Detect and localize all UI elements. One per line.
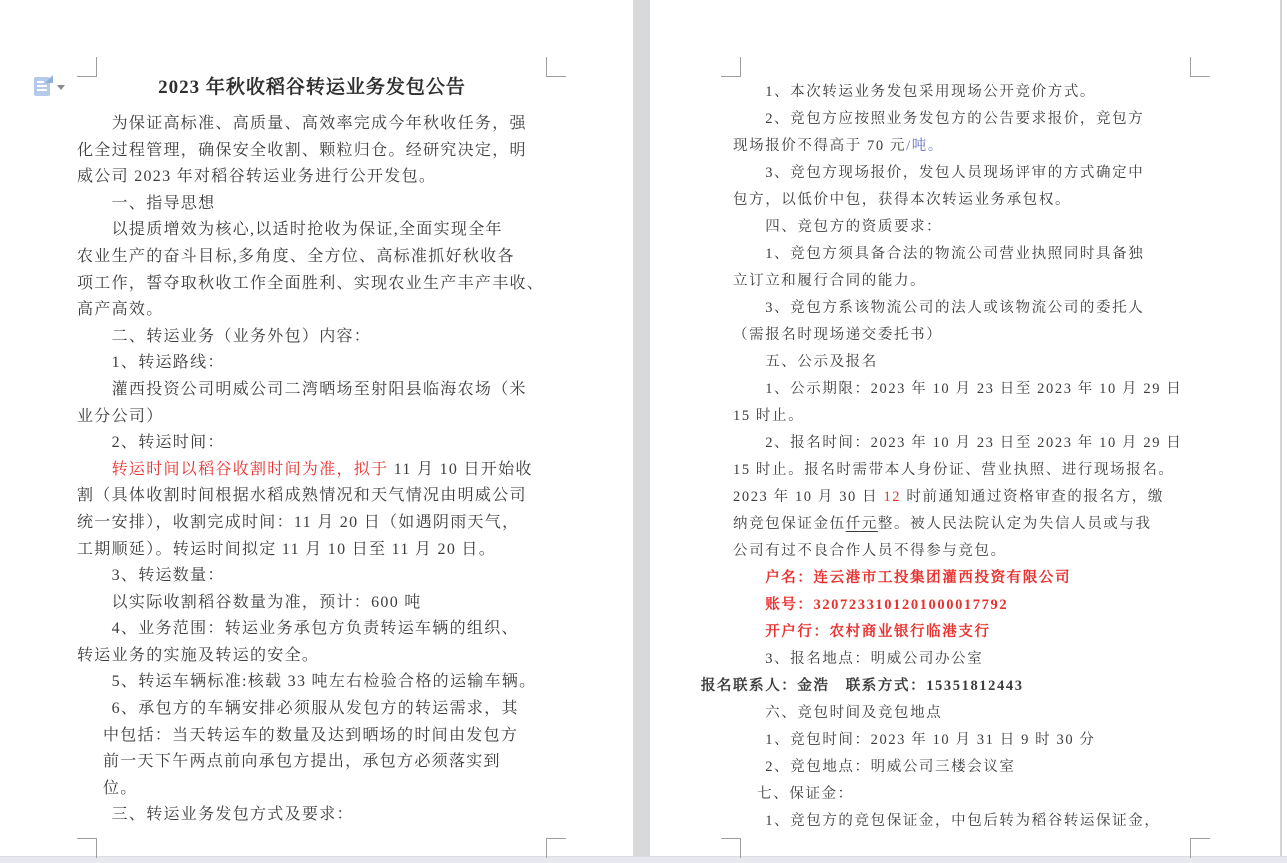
text-line bbox=[112, 590, 563, 617]
text-line bbox=[765, 565, 1183, 592]
text-segment: 项工作，誓夺取秋收工作全面胜利、实现农业生产丰产丰收、 bbox=[77, 274, 545, 292]
text-segment: 2、竞包地点：明威公司三楼会议室 bbox=[765, 759, 1016, 775]
text-segment: 11 月 10 日开始收 bbox=[388, 460, 533, 478]
text-line bbox=[765, 430, 1183, 457]
text-line bbox=[112, 563, 563, 590]
text-line bbox=[112, 457, 563, 484]
text-segment: /吨。 bbox=[906, 138, 944, 154]
text-line bbox=[733, 268, 1183, 295]
right-edge-line[interactable] bbox=[1280, 0, 1282, 856]
text-line bbox=[77, 297, 563, 324]
text-line bbox=[733, 511, 1183, 538]
text-segment: 整。被人民法院认定为失信人员或与我 bbox=[877, 516, 1152, 532]
page1-body-text bbox=[77, 111, 563, 829]
text-segment: 1、竞包方须具备合法的物流公司营业执照同时具备独 bbox=[765, 246, 1145, 262]
text-segment: 业分公司） bbox=[77, 407, 164, 425]
text-line bbox=[765, 808, 1183, 835]
text-segment: 威公司 2023 年对稻谷转运业务进行公开发包。 bbox=[77, 168, 437, 186]
text-segment: 化全过程管理，确保安全收割、颗粒归仓。经研究决定，明 bbox=[77, 141, 527, 159]
chevron-down-icon bbox=[57, 85, 65, 90]
text-segment: 仟元 bbox=[845, 516, 878, 532]
text-segment: 1、竞包方的竞包保证金，中包后转为稻谷转运保证金， bbox=[765, 813, 1161, 829]
text-segment: 4、业务范围：转运业务承包方负责转运车辆的组织、 bbox=[111, 620, 519, 638]
text-line bbox=[733, 322, 1183, 349]
text-line bbox=[112, 191, 563, 218]
text-segment: 四、竞包方的资质要求： bbox=[765, 219, 943, 235]
text-line bbox=[112, 669, 563, 696]
text-segment: 为保证高标准、高质量、高效率完成今年秋收任务，强 bbox=[111, 115, 527, 132]
text-line bbox=[765, 646, 1183, 673]
text-line bbox=[112, 324, 563, 351]
text-line bbox=[77, 271, 563, 298]
text-line bbox=[765, 79, 1183, 106]
text-segment: 一、指导思想 bbox=[111, 194, 216, 212]
crop-mark-top-right-page2 bbox=[1190, 57, 1210, 77]
text-segment: 户名：连云港市工投集团灌西投资有限公司 bbox=[765, 570, 1072, 586]
text-line bbox=[112, 111, 563, 138]
text-line bbox=[77, 244, 563, 271]
text-segment: 1、公示期限：2023 年 10 月 23 日至 2023 年 10 月 29 日 bbox=[765, 381, 1183, 397]
text-segment: 3、竞包方现场报价，发包人员现场评审的方式确定中 bbox=[765, 165, 1145, 181]
text-line bbox=[765, 619, 1183, 646]
text-line bbox=[77, 164, 563, 191]
text-line bbox=[112, 217, 563, 244]
text-line bbox=[733, 484, 1183, 511]
page-gap-divider bbox=[633, 0, 650, 856]
text-segment: 3、转运数量： bbox=[111, 567, 225, 585]
text-line bbox=[765, 160, 1183, 187]
text-line bbox=[765, 295, 1183, 322]
text-line bbox=[765, 241, 1183, 268]
text-line bbox=[103, 723, 563, 750]
text-line bbox=[765, 349, 1183, 376]
text-line bbox=[77, 404, 563, 431]
text-segment: 农业生产的奋斗目标,多角度、全方位、高标准抓好秋收各 bbox=[77, 247, 515, 265]
text-segment: 时前通知通过资格审查的报名方，缴 bbox=[901, 489, 1164, 505]
text-segment: 15 时止。 bbox=[733, 408, 805, 424]
text-segment: 2、转运时间： bbox=[111, 434, 225, 452]
page2-body-text bbox=[700, 79, 1183, 835]
text-segment: 统一安排），收割完成时间：11 月 20 日（如遇阴雨天气， bbox=[77, 513, 520, 531]
text-line bbox=[765, 592, 1183, 619]
text-line bbox=[112, 350, 563, 377]
text-segment: 以提质增效为核心,以适时抢收为保证,全面实现全年 bbox=[111, 221, 503, 239]
text-segment: 纳竞包保证金伍 bbox=[733, 516, 846, 532]
text-line bbox=[733, 187, 1183, 214]
text-line bbox=[103, 749, 563, 776]
text-segment: 六、竞包时间及竞包地点 bbox=[765, 705, 943, 721]
text-segment: 五、公示及报名 bbox=[765, 354, 878, 370]
text-segment: 2、竞包方应按照业务发包方的公告要求报价，竞包方 bbox=[765, 111, 1145, 127]
text-segment: 工期顺延）。转运时间拟定 11 月 10 日至 11 月 20 日。 bbox=[77, 540, 497, 558]
text-segment: 转运业务的实施及转运的安全。 bbox=[77, 646, 320, 664]
text-line bbox=[103, 776, 563, 803]
text-segment: 3、报名地点：明威公司办公室 bbox=[765, 651, 984, 667]
text-segment: 七、保证金： bbox=[757, 786, 854, 802]
bottom-edge-strip bbox=[0, 856, 1287, 863]
text-line bbox=[765, 376, 1183, 403]
text-line bbox=[112, 802, 563, 829]
text-segment: 转运时间以稻谷收割时间为准，拟于 bbox=[111, 460, 389, 478]
text-segment: 开户行：农村商业银行临港支行 bbox=[765, 624, 991, 640]
text-line bbox=[77, 138, 563, 165]
text-line bbox=[733, 403, 1183, 430]
text-line bbox=[112, 430, 563, 457]
text-segment: 二、转运业务（业务外包）内容： bbox=[111, 327, 372, 345]
crop-mark-top-left-page2 bbox=[721, 57, 741, 77]
text-segment: （需报名时现场递交委托书） bbox=[733, 327, 943, 343]
text-segment: 灌西投资公司明威公司二湾晒场至射阳县临海农场（米 bbox=[111, 380, 527, 398]
text-segment: 12 bbox=[883, 489, 902, 505]
text-line bbox=[733, 538, 1183, 565]
text-segment: 割（具体收割时间根据水稻成熟情况和天气情况由明威公司 bbox=[77, 487, 527, 505]
text-line bbox=[765, 727, 1183, 754]
text-segment: 1、竞包时间：2023 年 10 月 31 日 9 时 30 分 bbox=[765, 732, 1096, 748]
crop-mark-top-right-page1 bbox=[546, 57, 566, 77]
text-line bbox=[757, 781, 1183, 808]
text-segment: 2023 年 10 月 30 日 bbox=[733, 489, 884, 505]
text-segment: 位。 bbox=[102, 779, 138, 797]
text-segment: 现场报价不得高于 70 元 bbox=[733, 138, 907, 154]
text-line bbox=[77, 537, 563, 564]
crop-mark-bottom-right-page1 bbox=[546, 838, 566, 858]
text-line bbox=[112, 377, 563, 404]
text-line bbox=[733, 133, 1183, 160]
paste-options-icon bbox=[34, 77, 50, 96]
text-segment: 包方，以低价中包，获得本次转运业务承包权。 bbox=[733, 192, 1072, 208]
crop-mark-bottom-left-page2 bbox=[721, 838, 741, 858]
text-line bbox=[765, 106, 1183, 133]
text-segment: 账号：3207233101201000017792 bbox=[765, 597, 1009, 613]
text-segment: 2、报名时间：2023 年 10 月 23 日至 2023 年 10 月 29 日 bbox=[765, 435, 1183, 451]
text-line bbox=[112, 696, 563, 723]
crop-mark-bottom-right-page2 bbox=[1190, 838, 1210, 858]
text-segment: 3、竞包方系该物流公司的法人或该物流公司的委托人 bbox=[765, 300, 1145, 316]
text-segment: 1、转运路线： bbox=[111, 354, 225, 372]
text-line bbox=[112, 616, 563, 643]
text-line bbox=[77, 510, 563, 537]
text-segment: 1、本次转运业务发包采用现场公开竞价方式。 bbox=[765, 84, 1097, 100]
text-line bbox=[765, 754, 1183, 781]
document-title: 2023 年秋收稻谷转运业务发包公告 bbox=[158, 77, 466, 98]
text-segment: 6、承包方的车辆安排必须服从发包方的转运需求，其 bbox=[111, 700, 519, 718]
text-line bbox=[765, 700, 1183, 727]
text-segment: 立订立和履行合同的能力。 bbox=[733, 273, 927, 289]
crop-mark-bottom-left-page1 bbox=[77, 838, 97, 858]
text-line bbox=[77, 643, 563, 670]
text-segment: 中包括：当天转运车的数量及达到晒场的时间由发包方 bbox=[102, 726, 519, 744]
text-line bbox=[733, 457, 1183, 484]
text-segment: 以实际收割稻谷数量为准，预计：600 吨 bbox=[111, 593, 422, 611]
text-line bbox=[765, 214, 1183, 241]
paste-options-button[interactable] bbox=[33, 76, 67, 98]
text-segment: 三、转运业务发包方式及要求： bbox=[111, 806, 354, 824]
text-segment: 高产高效。 bbox=[77, 301, 164, 319]
text-segment: 15 时止。报名时需带本人身份证、营业执照、进行现场报名。 bbox=[733, 462, 1175, 478]
text-segment: 前一天下午两点前向承包方提出，承包方必须落实到 bbox=[102, 753, 501, 771]
text-segment: 5、转运车辆标准:核载 33 吨左右检验合格的运输车辆。 bbox=[111, 673, 537, 691]
text-line bbox=[77, 483, 563, 510]
text-line bbox=[701, 673, 1183, 700]
text-segment: 公司有过不良合作人员不得参与竞包。 bbox=[733, 543, 1007, 559]
text-segment: 报名联系人：金浩 联系方式：15351812443 bbox=[700, 678, 1024, 694]
